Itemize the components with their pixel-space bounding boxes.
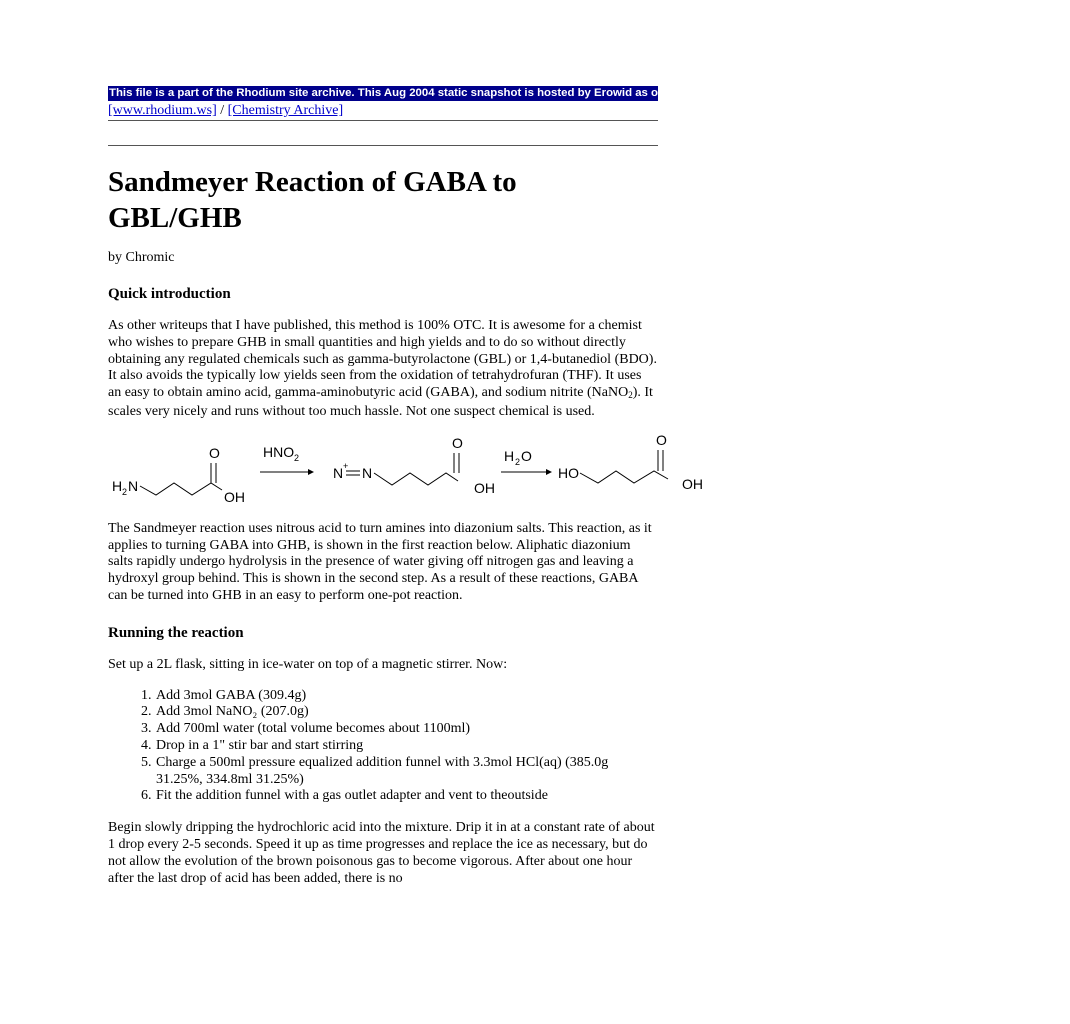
reaction-scheme [108,431,703,513]
archive-banner [108,86,1070,101]
gaba-carbonyl-o: O [209,444,220,461]
rhodium-site-link[interactable]: [www.rhodium.ws] [108,103,217,118]
diazo-n2: N [362,464,373,481]
ghb-ho: HO [558,464,579,481]
ghb-structure [558,432,703,492]
reaction-arrow-1 [260,444,314,475]
diazo-carbonyl-o: O [452,434,463,451]
gaba-structure [112,445,245,505]
back-to-archive-link[interactable]: > > Back to Rhodium Archive Index > > [859,87,1070,99]
diazo-hydroxyl: OH [474,479,495,496]
reaction-arrow-2 [501,448,552,475]
procedure-step: 6. Fit the addition funnel with a gas outlet adapter and vent to theoutside [155,788,658,805]
procedure-step: 3. Add 700ml water (total volume becomes about 1100ml) [155,721,658,738]
procedure-step: 5. Charge a 500ml pressure equalized addition funnel with 3.3mol HCl(aq) (385.0g 31.25%, 334.8ml 31.25%) [155,755,658,789]
chemistry-archive-link[interactable]: [Chemistry Archive] [227,103,344,118]
intro-paragraph: As other writeups that I have published, this method is 100% OTC. It is awesome for a chemist who wishes to prepare GHB in small quantities and high yields and to do so without directly obtaining any regulated chemicals such as gamma-butyrolactone (GBL) or 1,4-butanediol (BDO). It also avoids the typically low yields seen from the oxidation of tetrahydrofuran (THF). It uses an easy to obtain amino acid, gamma-aminobutyric acid (GABA), and sodium nitrite (NaNO$_2$). It scales very nicely and runs without too much hassle. Not one suspect chemical is used. [108,318,657,419]
archive-banner-text: This file is a part of the Rhodium site archive. This Aug 2004 static snapshot is hosted by Erowid as of May 2005 and is not being updated. [109,87,860,99]
page-title: Sandmeyer Reaction of GABA to GBL/GHB [108,166,517,234]
gaba-amine-sub: 2 [122,486,128,497]
breadcrumb-separator: / [216,103,228,118]
running-heading: Running the reaction [108,624,244,641]
setup-paragraph: Set up a 2L flask, sitting in ice-water on top of a magnetic stirrer. Now: [108,656,508,672]
ghb-hydroxyl: OH [682,475,703,492]
procedure-step: 1. Add 3mol GABA (309.4g) [155,688,658,705]
gaba-amine-n: N [128,477,139,494]
procedure-step: 4. Drop in a 1" stir bar and start stirring [155,738,658,755]
gaba-hydroxyl: OH [224,488,245,505]
diazonium-structure [333,435,495,496]
sandmeyer-paragraph: The Sandmeyer reaction uses nitrous acid to turn amines into diazonium salts. This reaction, as it applies to turning GABA into GHB, is shown in the first reaction below. Aliphatic diazonium salts rapidly undergo hydrolysis in the presence of water giving off nitrogen gas and leaving a hydroxyl group behind. This is shown in the second step. As a result of these reactions, GABA can be turned into GHB in an easy to perform one-pot reaction. [108,520,652,603]
begin-paragraph: Begin slowly dripping the hydrochloric acid into the mixture. Drip it in at a constant rate of about 1 drop every 2-5 seconds. Speed it up as time progresses and replace the ice as necessary, but do not allow the evolution of the brown poisonous gas to become vigorous. After about one hour after the last drop of acid has been added, there is no [108,820,655,886]
reagent-h2o-o: O [521,447,532,464]
diazo-n1: N [333,464,344,481]
gaba-amine-h: H [112,477,123,494]
reagent-h2o-h: H [504,447,515,464]
procedure-steps [108,688,658,806]
header-divider [108,145,658,146]
author-byline: by Chromic [108,250,175,265]
document-page [108,86,1070,887]
procedure-step: 2. Add 3mol NaNO₂ (207.0g) [155,704,658,721]
reagent-hno2-sub: 2 [294,452,300,463]
breadcrumb [108,103,658,121]
ghb-carbonyl-o: O [656,431,667,448]
diazo-plus: + [343,460,349,471]
reagent-hno2: HNO [263,443,295,460]
intro-heading: Quick introduction [108,286,231,302]
reagent-h2o-sub: 2 [515,456,521,467]
